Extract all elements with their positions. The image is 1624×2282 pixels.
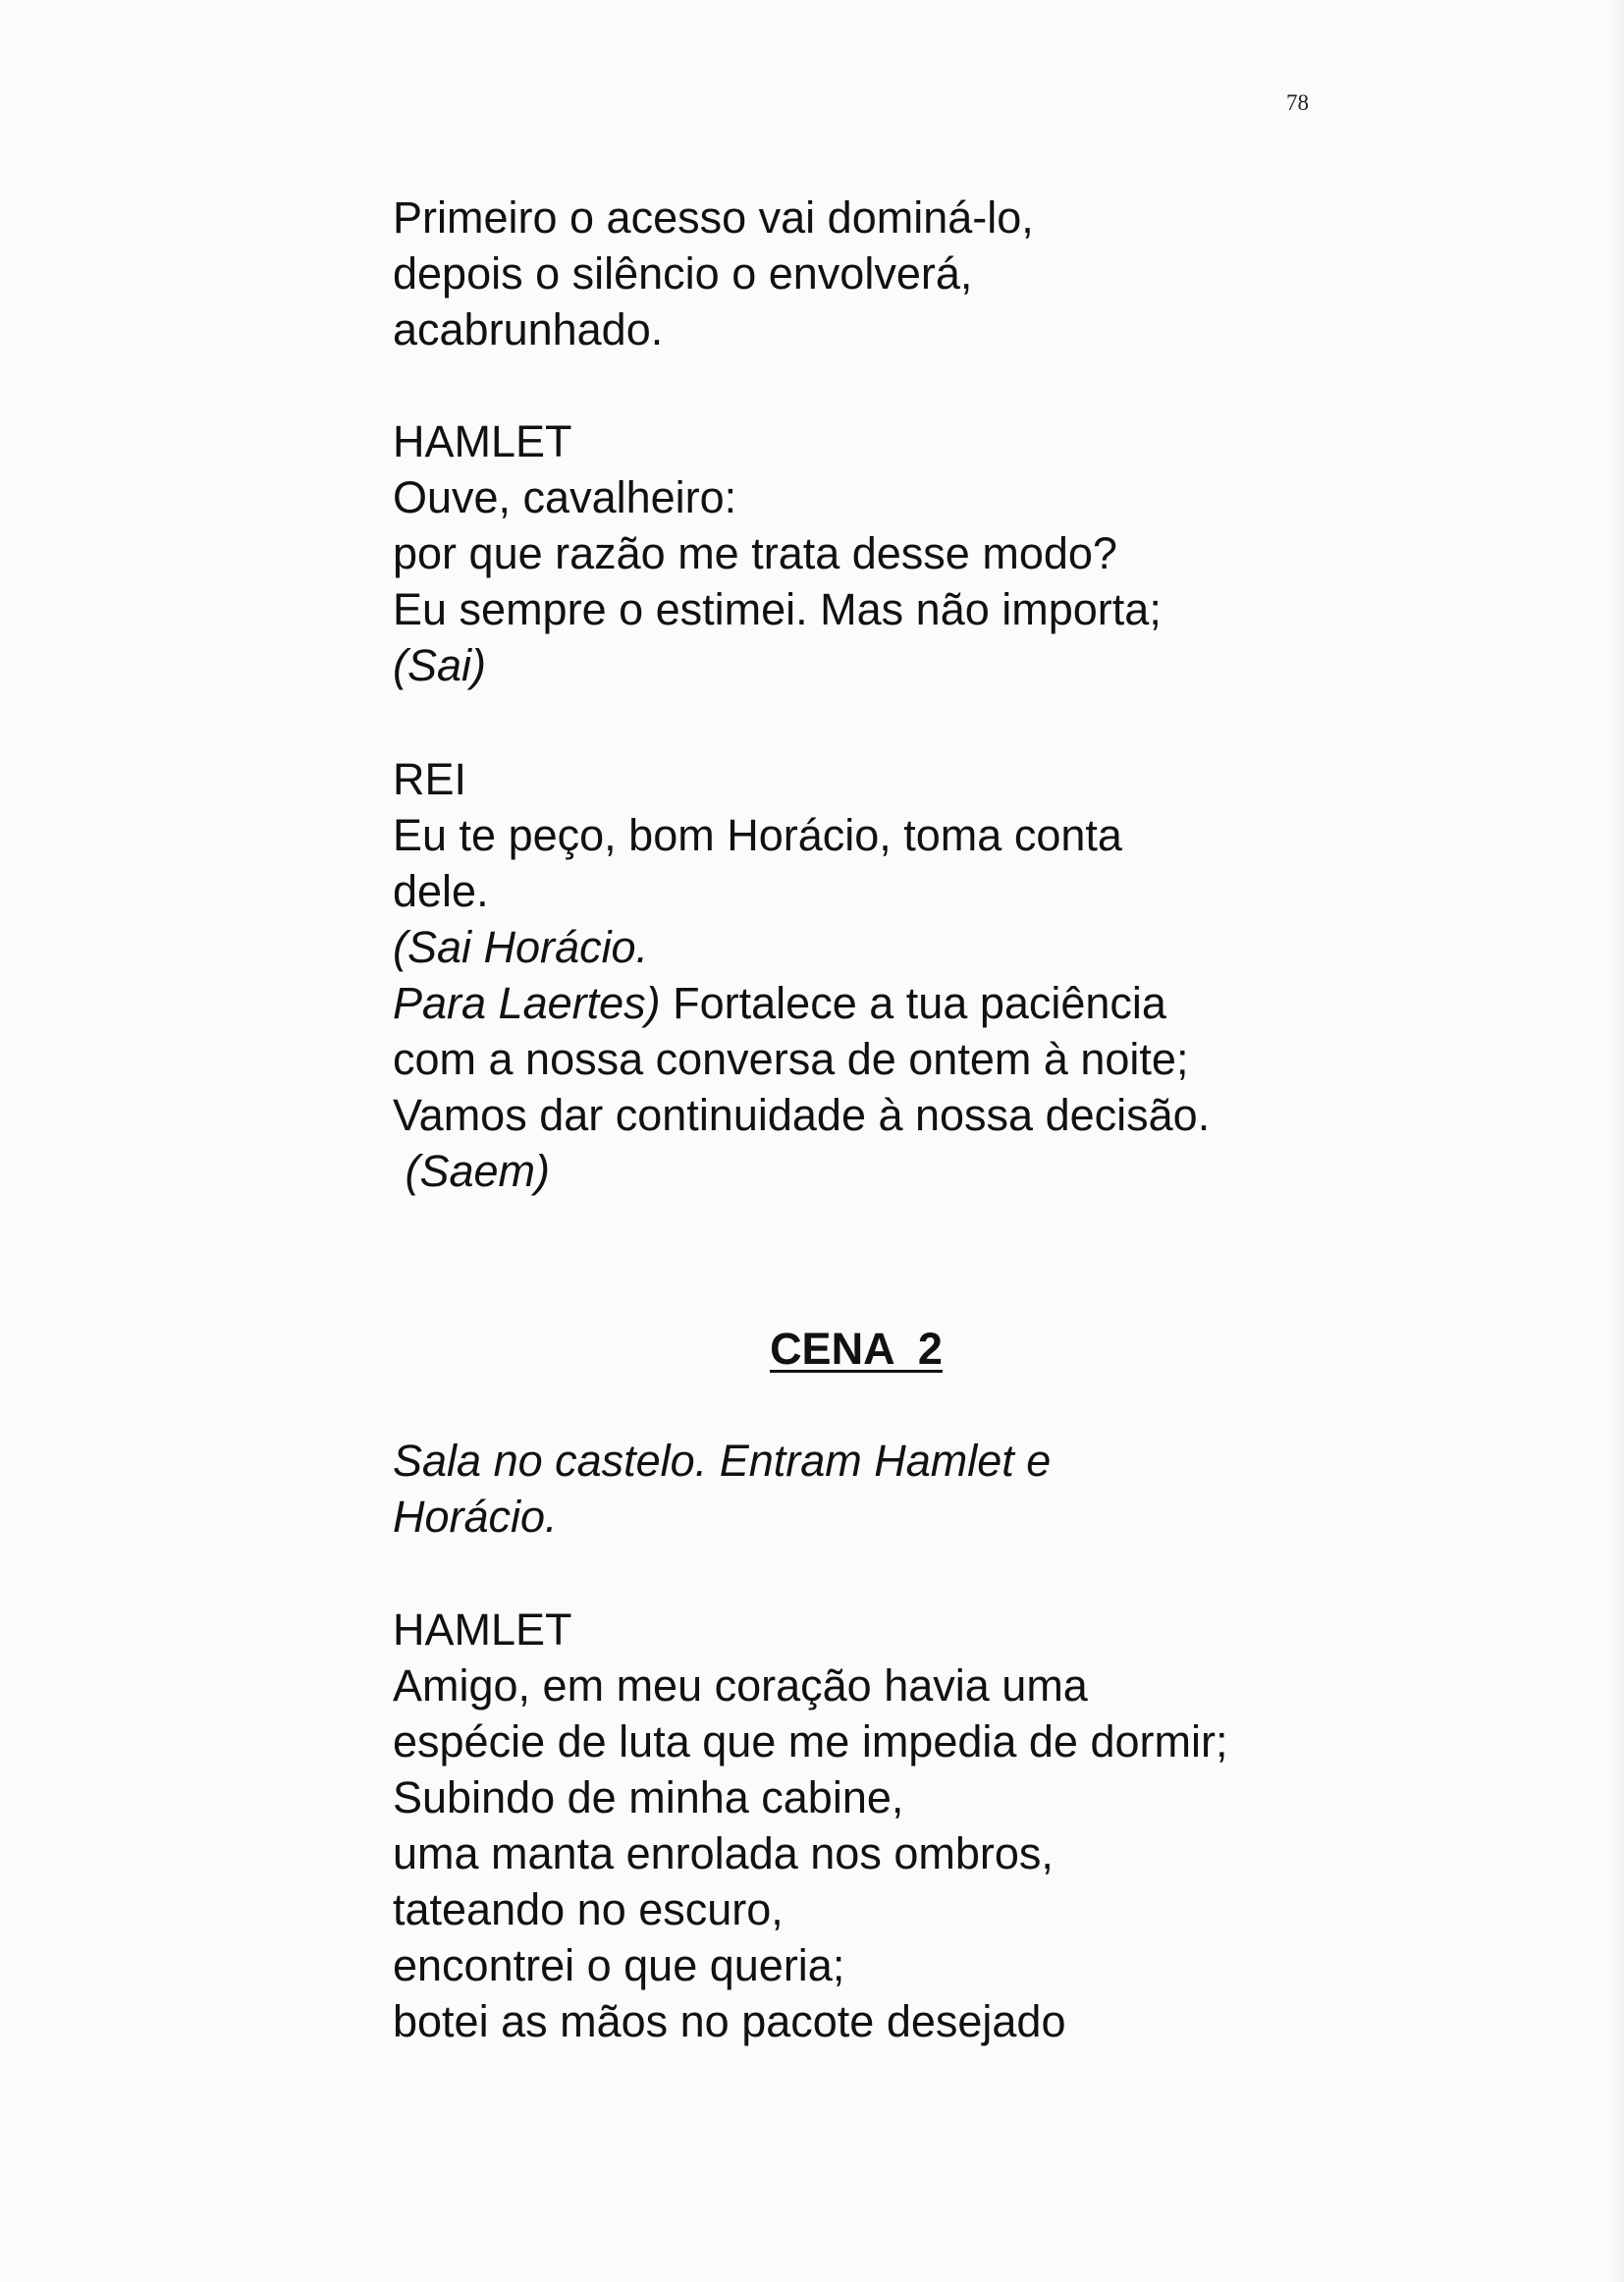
verse-line: com a nossa conversa de ontem à noite; (393, 1034, 1189, 1084)
verse-block-1 (393, 190, 1034, 357)
scene-title-text: CENA 2 (770, 1324, 943, 1374)
scene-setting (393, 1433, 1051, 1545)
verse-line: uma manta enrolada nos ombros, (393, 1828, 1054, 1878)
verse-line: encontrei o que queria; (393, 1940, 845, 1990)
page-edge-shadow (1610, 0, 1624, 2282)
verse-line: dele. (393, 866, 489, 916)
stage-direction: Horácio. (393, 1492, 558, 1542)
verse-line: Amigo, em meu coração havia uma (393, 1660, 1088, 1711)
verse-text: Fortalece a tua paciência (660, 978, 1166, 1028)
verse-line: depois o silêncio o envolverá, (393, 248, 973, 299)
verse-line: botei as mãos no pacote desejado (393, 1996, 1066, 2046)
scene-title (0, 1321, 1624, 1377)
speaker-name: HAMLET (393, 1604, 572, 1655)
verse-line-mixed (393, 975, 1210, 1031)
verse-line: acabrunhado. (393, 304, 664, 354)
speaker-name: HAMLET (393, 416, 572, 466)
speaker-name: REI (393, 754, 467, 804)
verse-line: espécie de luta que me impedia de dormir; (393, 1716, 1228, 1766)
verse-line: Eu te peço, bom Horácio, toma conta (393, 810, 1122, 860)
speech-rei (393, 751, 1210, 1199)
verse-line: por que razão me trata desse modo? (393, 528, 1117, 578)
stage-direction: (Saem) (393, 1146, 551, 1196)
verse-line: tateando no escuro, (393, 1884, 784, 1934)
speech-hamlet-1 (393, 413, 1162, 693)
page-number: 78 (1286, 90, 1309, 115)
verse-line: Eu sempre o estimei. Mas não importa; (393, 584, 1162, 634)
verse-line: Primeiro o acesso vai dominá-lo, (393, 192, 1034, 243)
stage-direction: (Sai Horácio. (393, 922, 649, 972)
verse-line: Ouve, cavalheiro: (393, 472, 737, 522)
stage-direction: Sala no castelo. Entram Hamlet e (393, 1436, 1052, 1486)
verse-line: Vamos dar continuidade à nossa decisão. (393, 1090, 1211, 1140)
stage-direction: Para Laertes) (393, 978, 661, 1028)
stage-direction: (Sai) (393, 640, 487, 690)
speech-hamlet-2 (393, 1602, 1227, 2049)
verse-line: Subindo de minha cabine, (393, 1772, 904, 1822)
